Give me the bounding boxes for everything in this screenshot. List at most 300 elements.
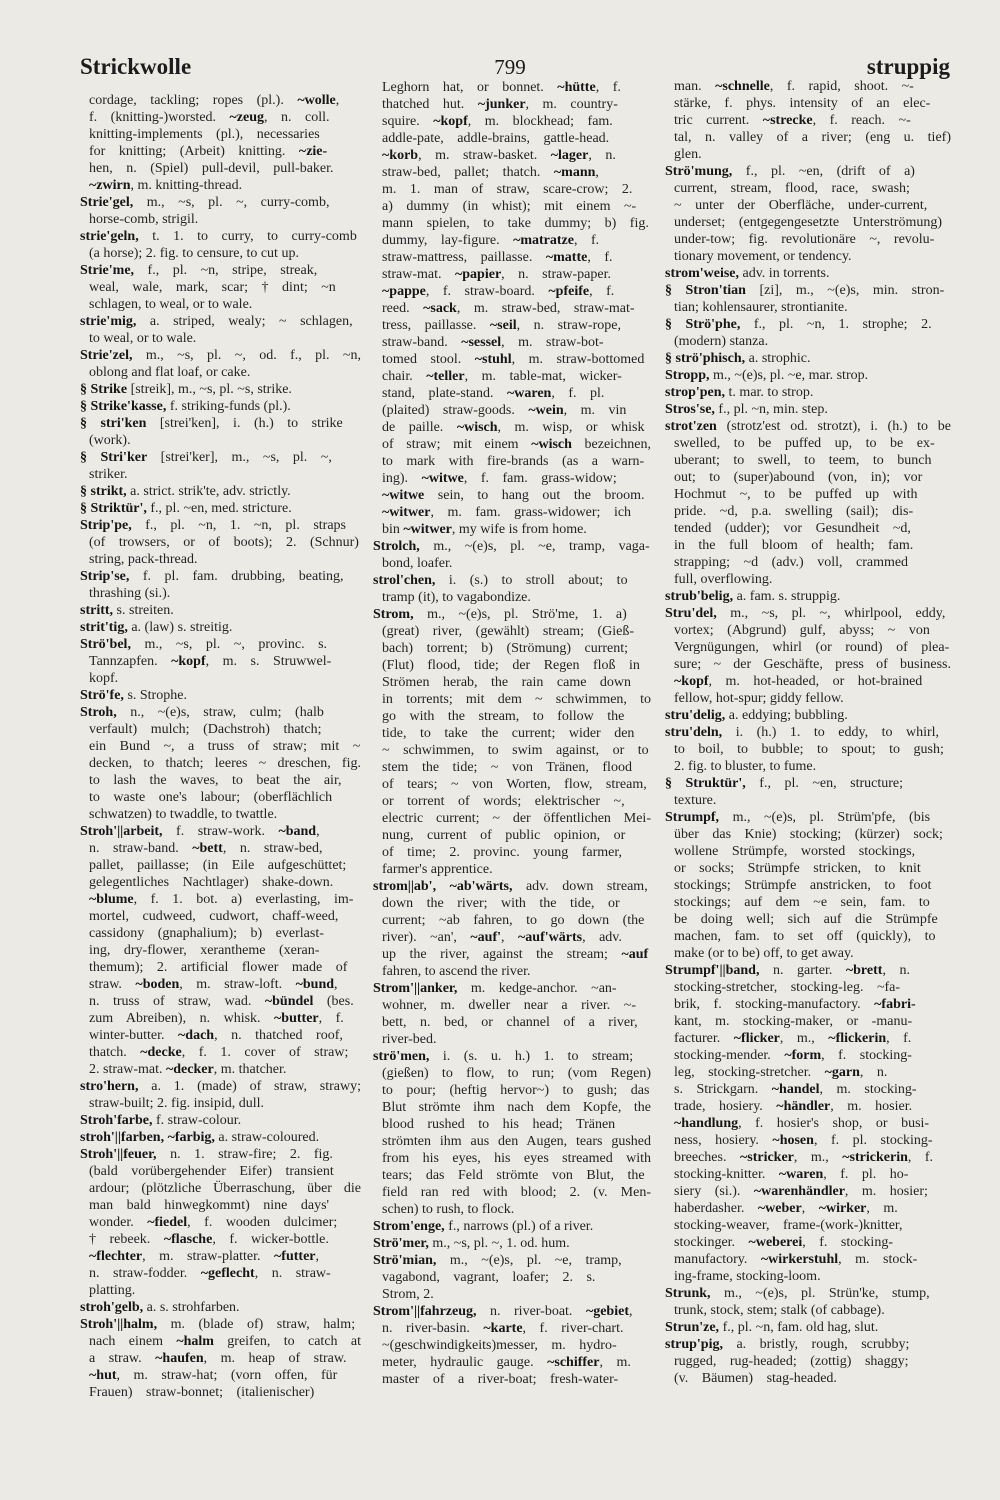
line-text bbox=[674, 1353, 909, 1370]
headword: strö'men, bbox=[373, 1049, 430, 1064]
definition-text: a straw. ~haufen, m. heap of straw. bbox=[89, 1351, 347, 1366]
headword: Stros'se, bbox=[665, 402, 715, 417]
line-text bbox=[674, 520, 911, 537]
definition-text: leg, stocking-stretcher. ~garn, n. bbox=[674, 1065, 888, 1080]
line-text bbox=[382, 368, 622, 385]
line-text bbox=[674, 537, 913, 554]
continuation-line bbox=[89, 1095, 361, 1112]
continuation-line bbox=[382, 776, 651, 793]
definition-text: f. (knitting-)worsted. ~zeug, n. coll. bbox=[89, 110, 330, 125]
definition-text: stand, plate-stand. ~waren, f. pl. bbox=[382, 386, 605, 401]
continuation-line bbox=[674, 1302, 951, 1319]
line-text bbox=[674, 435, 935, 452]
line-text bbox=[89, 1214, 337, 1231]
definition-text: stockings; auf dem ~e sein, fam. to bbox=[674, 895, 930, 910]
line-text bbox=[80, 500, 292, 517]
line-text bbox=[80, 602, 174, 619]
definition-text: vortex; (Abgrund) gulf, abyss; ~ von bbox=[674, 623, 930, 638]
definition-text: straw-mattress, paillasse. ~matte, f. bbox=[382, 250, 613, 265]
definition-text: tide, to take the current; wider den bbox=[382, 726, 635, 741]
definition-text: bach) torrent; b) (Strömung) current; bbox=[382, 641, 629, 656]
continuation-line bbox=[674, 1166, 951, 1183]
definition-text: t. mar. to strop. bbox=[725, 385, 814, 400]
line-text bbox=[674, 299, 848, 316]
continuation-line bbox=[382, 997, 651, 1014]
running-head-first-word: Strickwolle bbox=[80, 54, 192, 79]
definition-text: f., pl. ~en, med. stricture. bbox=[146, 501, 292, 516]
continuation-line bbox=[382, 1354, 651, 1371]
continuation-line bbox=[89, 925, 361, 942]
definition-text: thatch. ~decke, f. 1. cover of straw; bbox=[89, 1045, 349, 1060]
line-text bbox=[674, 1081, 917, 1098]
headword: Strun'ze, bbox=[665, 1320, 720, 1335]
line-text bbox=[674, 843, 915, 860]
definition-text: chair. ~teller, m. table-mat, wicker- bbox=[382, 369, 622, 384]
continuation-line bbox=[382, 1133, 651, 1150]
line-text bbox=[89, 1163, 334, 1180]
continuation-line bbox=[382, 317, 651, 334]
line-text bbox=[674, 486, 917, 503]
headword: § strö'phisch, bbox=[665, 351, 746, 366]
continuation-line bbox=[674, 1183, 951, 1200]
continuation-line bbox=[89, 109, 361, 126]
continuation-line bbox=[382, 453, 651, 470]
definition-text: of tears; ~ von Worten, flow, stream, bbox=[382, 777, 647, 792]
definition-text: a. eddying; bubbling. bbox=[725, 708, 848, 723]
line-text bbox=[382, 521, 587, 538]
line-text bbox=[382, 929, 622, 946]
definition-text: underset; (entgegengesetzte Unterströmung) bbox=[674, 215, 943, 230]
definition-text: field ran red with blood; 2. (v. Men- bbox=[382, 1185, 651, 1200]
entry-line bbox=[80, 228, 361, 245]
line-text bbox=[674, 1098, 912, 1115]
line-text bbox=[382, 300, 635, 317]
line-text bbox=[665, 1319, 878, 1336]
definition-text: a. bristly, rough, scrubby; bbox=[722, 1337, 910, 1352]
headword: Strolch, bbox=[373, 539, 420, 554]
line-text bbox=[89, 789, 332, 806]
line-text bbox=[674, 1047, 912, 1064]
line-text bbox=[674, 1149, 933, 1166]
continuation-line bbox=[89, 1248, 361, 1265]
definition-text: a. (law) s. streitig. bbox=[127, 620, 233, 635]
definition-text: for knitting; (Arbeit) knitting. ~zie- bbox=[89, 144, 328, 159]
continuation-line bbox=[674, 741, 951, 758]
headword: Stroh'||feuer, bbox=[80, 1147, 157, 1162]
line-text bbox=[382, 96, 618, 113]
continuation-line bbox=[89, 1197, 361, 1214]
definition-text: ~kopf, m. hot-headed, or hot-brained bbox=[674, 674, 923, 689]
line-text bbox=[382, 1337, 617, 1354]
line-text bbox=[665, 265, 829, 282]
line-text bbox=[382, 963, 531, 980]
line-text bbox=[665, 350, 810, 367]
headword: stro'hern, bbox=[80, 1079, 139, 1094]
continuation-line bbox=[382, 674, 651, 691]
continuation-line bbox=[89, 177, 361, 194]
line-text bbox=[89, 1095, 264, 1112]
line-text bbox=[382, 164, 599, 181]
continuation-line bbox=[382, 827, 651, 844]
continuation-line bbox=[382, 232, 651, 249]
line-text bbox=[674, 1183, 928, 1200]
definition-text: verfault) mulch; (Dachstroh) thatch; bbox=[89, 722, 322, 737]
definition-text: Strom, 2. bbox=[382, 1287, 434, 1302]
continuation-line bbox=[674, 860, 951, 877]
definition-text: stem the tide; ~ von Tränen, flood bbox=[382, 760, 632, 775]
headword: strol'chen, bbox=[373, 573, 436, 588]
line-text bbox=[89, 534, 359, 551]
continuation-line bbox=[382, 1201, 651, 1218]
definition-text: ing). ~witwe, f. fam. grass-widow; bbox=[382, 471, 617, 486]
entry-line bbox=[80, 483, 361, 500]
headword: Strom, bbox=[373, 607, 414, 622]
continuation-line bbox=[89, 942, 361, 959]
line-text bbox=[80, 619, 232, 636]
line-text bbox=[382, 1320, 623, 1337]
line-text bbox=[674, 911, 938, 928]
definition-text: thatched hut. ~junker, m. country- bbox=[382, 97, 618, 112]
line-text bbox=[89, 721, 322, 738]
line-text bbox=[373, 1303, 632, 1320]
definition-text: striker. bbox=[89, 467, 128, 482]
definition-text: decken, to thatch; leeres ~ dreschen, fig. bbox=[89, 756, 361, 771]
continuation-line bbox=[382, 130, 651, 147]
line-text bbox=[382, 1082, 649, 1099]
definition-text: [streik], m., ~s, pl. ~s, strike. bbox=[127, 382, 292, 397]
headword: Strö'mung, bbox=[665, 164, 733, 179]
headword: stroh'||farben, ~farbig, bbox=[80, 1130, 215, 1145]
continuation-line bbox=[89, 160, 361, 177]
continuation-line bbox=[674, 1064, 951, 1081]
entry-line bbox=[80, 415, 361, 432]
line-text bbox=[80, 398, 291, 415]
line-text bbox=[674, 860, 921, 877]
entry-line bbox=[80, 602, 361, 619]
definition-text: (of trowsers, or of boots); 2. (Schnur) bbox=[89, 535, 359, 550]
entry-line bbox=[80, 1078, 361, 1095]
definition-text: wollene Strümpfe, worsted stockings, bbox=[674, 844, 916, 859]
line-text bbox=[382, 1116, 615, 1133]
continuation-line bbox=[674, 1251, 951, 1268]
line-text bbox=[382, 385, 604, 402]
line-text bbox=[674, 1132, 933, 1149]
headword: § Strö'phe, bbox=[665, 317, 741, 332]
headword: § Stron'tian bbox=[665, 283, 746, 298]
line-text bbox=[674, 214, 942, 231]
entry-line bbox=[80, 1146, 361, 1163]
continuation-line bbox=[674, 1353, 951, 1370]
line-text bbox=[382, 1269, 595, 1286]
definition-text: siery (si.). ~warenhändler, m. hosier; bbox=[674, 1184, 928, 1199]
entry-line bbox=[80, 262, 361, 279]
entry-line bbox=[80, 381, 361, 398]
definition-text: tric current. ~strecke, f. reach. ~- bbox=[674, 113, 911, 128]
definition-text: a. striped, wealy; ~ schlagen, bbox=[136, 314, 353, 329]
definition-text: s. Strickgarn. ~handel, m. stocking- bbox=[674, 1082, 917, 1097]
line-text bbox=[89, 1384, 314, 1401]
definition-text: ing, dry-flower, xerantheme (xeran- bbox=[89, 943, 320, 958]
line-text bbox=[80, 687, 187, 704]
continuation-line bbox=[89, 1282, 361, 1299]
line-text bbox=[382, 1371, 618, 1388]
line-text bbox=[674, 469, 922, 486]
line-text bbox=[674, 741, 944, 758]
continuation-line bbox=[674, 758, 951, 775]
definition-text: string, pack-thread. bbox=[89, 552, 198, 567]
definition-text: f. striking-funds (pl.). bbox=[166, 399, 291, 414]
continuation-line bbox=[674, 1268, 951, 1285]
line-text bbox=[382, 810, 651, 827]
definition-text: f., pl. ~n, stripe, streak, bbox=[134, 263, 318, 278]
headword: Strö'bel, bbox=[80, 637, 131, 652]
definition-text: (modern) stanza. bbox=[674, 334, 769, 349]
entry-line bbox=[665, 809, 951, 826]
headword: Strie'gel, bbox=[80, 195, 134, 210]
entry-line bbox=[80, 449, 361, 466]
headword: strop'pen, bbox=[665, 385, 726, 400]
line-text bbox=[89, 211, 198, 228]
definition-text: blood rushed to his head; Tränen bbox=[382, 1117, 616, 1132]
line-text bbox=[382, 266, 611, 283]
definition-text: m., ~(e)s, pl. ~e, tramp, bbox=[436, 1253, 622, 1268]
continuation-line bbox=[382, 912, 651, 929]
definition-text: ~ schwimmen, to swim against, or to bbox=[382, 743, 649, 758]
definition-text: i. (h.) 1. to eddy, to whirl, bbox=[722, 725, 940, 740]
headword: Strö'fe, bbox=[80, 688, 124, 703]
continuation-line bbox=[382, 181, 651, 198]
continuation-line bbox=[382, 759, 651, 776]
continuation-line bbox=[89, 840, 361, 857]
definition-text: straw. ~boden, m. straw-loft. ~bund, bbox=[89, 977, 338, 992]
definition-text: m., ~s, pl. ~, curry-comb, bbox=[133, 195, 330, 210]
continuation-line bbox=[382, 555, 651, 572]
line-text bbox=[674, 1200, 898, 1217]
definition-text: oblong and flat loaf, or cake. bbox=[89, 365, 251, 380]
line-text bbox=[89, 1367, 337, 1384]
definition-text: n. 1. straw-fire; 2. fig. bbox=[156, 1147, 333, 1162]
continuation-line bbox=[674, 622, 951, 639]
definition-text: straw-mat. ~papier, n. straw-paper. bbox=[382, 267, 611, 282]
line-text bbox=[89, 551, 197, 568]
continuation-line bbox=[674, 1370, 951, 1387]
continuation-line bbox=[674, 826, 951, 843]
line-text bbox=[89, 1027, 343, 1044]
headword: Stropp, bbox=[665, 368, 710, 383]
definition-text: (great) river, (gewählt) stream; (Gieß- bbox=[382, 624, 635, 639]
definition-text: f., pl. ~n, 1. ~n, pl. straps bbox=[131, 518, 346, 533]
line-text bbox=[674, 1064, 887, 1081]
entry-line bbox=[373, 1235, 651, 1252]
line-text bbox=[89, 160, 334, 177]
line-text bbox=[674, 1166, 908, 1183]
definition-text: schwatzen) to twaddle, to twattle. bbox=[89, 807, 278, 822]
definition-text: of straw; mit einem ~wisch bezeichnen, bbox=[382, 437, 651, 452]
headword: strot'zen bbox=[665, 419, 717, 434]
line-text bbox=[674, 996, 916, 1013]
line-text bbox=[80, 313, 353, 330]
entry-line bbox=[373, 1303, 651, 1320]
definition-text: electric current; ~ der öffentlichen Mei- bbox=[382, 811, 651, 826]
line-text bbox=[674, 554, 908, 571]
line-text bbox=[382, 861, 493, 878]
definition-text: kopf. bbox=[89, 671, 119, 686]
line-text bbox=[674, 1030, 911, 1047]
continuation-line bbox=[382, 436, 651, 453]
continuation-line bbox=[89, 432, 361, 449]
continuation-line bbox=[382, 334, 651, 351]
definition-text: m. (blade of) straw, halm; bbox=[157, 1317, 356, 1332]
line-text bbox=[89, 279, 336, 296]
definition-text: ~zwirn, m. knitting-thread. bbox=[89, 178, 243, 193]
definition-text: uberant; to swell, to teem, to bunch bbox=[674, 453, 932, 468]
line-text bbox=[89, 364, 250, 381]
headword: strom'weise, bbox=[665, 266, 739, 281]
continuation-line bbox=[89, 891, 361, 908]
line-text bbox=[674, 1268, 821, 1285]
definition-text: ~witwer, m. fam. grass-widower; ich bbox=[382, 505, 632, 520]
definition-text: Frauen) straw-bonnet; (italienischer) bbox=[89, 1385, 315, 1400]
continuation-line bbox=[382, 1031, 651, 1048]
definition-text: a. fam. s. struppig. bbox=[733, 589, 841, 604]
continuation-line bbox=[89, 1265, 361, 1282]
definition-text: of time; 2. provinc. young farmer, bbox=[382, 845, 622, 860]
entry-line bbox=[80, 313, 361, 330]
continuation-line bbox=[674, 656, 951, 673]
continuation-line bbox=[382, 368, 651, 385]
line-text bbox=[373, 980, 617, 997]
definition-text: to pour; (heftig hervor~) to gush; das bbox=[382, 1083, 650, 1098]
line-text bbox=[382, 1099, 651, 1116]
definition-text: m. 1. man of straw, scare-crow; 2. bbox=[382, 182, 633, 197]
entry-line bbox=[373, 980, 651, 997]
definition-text: brik, f. stocking-manufactory. ~fabri- bbox=[674, 997, 916, 1012]
definition-text: f., pl. ~en, (drift of a) bbox=[732, 164, 915, 179]
continuation-line bbox=[382, 215, 651, 232]
line-text bbox=[382, 215, 649, 232]
definition-text: de paille. ~wisch, m. wisp, or whisk bbox=[382, 420, 645, 435]
continuation-line bbox=[382, 589, 651, 606]
entry-line bbox=[80, 1316, 361, 1333]
entry-line bbox=[373, 572, 651, 589]
line-text bbox=[674, 1251, 917, 1268]
line-text bbox=[665, 282, 944, 299]
continuation-line bbox=[382, 1269, 651, 1286]
continuation-line bbox=[674, 928, 951, 945]
definition-text: hen, n. (Spiel) pull-devil, pull-baker. bbox=[89, 161, 334, 176]
line-text bbox=[382, 1150, 651, 1167]
line-text bbox=[674, 333, 768, 350]
continuation-line bbox=[382, 623, 651, 640]
headword: Strumpf, bbox=[665, 810, 720, 825]
entry-line bbox=[665, 282, 951, 299]
definition-text: fellow, hot-spur; giddy fellow. bbox=[674, 691, 844, 706]
continuation-line bbox=[89, 1027, 361, 1044]
line-text bbox=[382, 147, 616, 164]
line-text bbox=[80, 1316, 355, 1333]
definition-text: ~witwe sein, to hang out the broom. bbox=[382, 488, 645, 503]
line-text bbox=[665, 962, 910, 979]
line-text bbox=[89, 126, 320, 143]
line-text bbox=[80, 1129, 319, 1146]
line-text bbox=[89, 653, 331, 670]
continuation-line bbox=[89, 653, 361, 670]
line-text bbox=[674, 979, 900, 996]
continuation-line bbox=[674, 486, 951, 503]
definition-text: from his eyes, his eyes streamed with bbox=[382, 1151, 652, 1166]
continuation-line bbox=[382, 521, 651, 538]
continuation-line bbox=[89, 364, 361, 381]
continuation-line bbox=[382, 844, 651, 861]
headword: strit'tig, bbox=[80, 620, 128, 635]
definition-text: cassidony (gnaphalium); b) everlast- bbox=[89, 926, 324, 941]
line-text bbox=[89, 1180, 361, 1197]
definition-text: n. straw-fodder. ~geflecht, n. straw- bbox=[89, 1266, 331, 1281]
definition-text: ~(geschwindigkeits)messer, m. hydro- bbox=[382, 1338, 617, 1353]
line-text bbox=[382, 113, 613, 130]
continuation-line bbox=[674, 469, 951, 486]
continuation-line bbox=[89, 1367, 361, 1384]
line-text bbox=[89, 1282, 135, 1299]
definition-text: f. pl. fam. drubbing, beating, bbox=[129, 569, 344, 584]
continuation-line bbox=[382, 793, 651, 810]
definition-text: pride. ~d, p.a. swelling (sail); dis- bbox=[674, 504, 914, 519]
entry-line bbox=[80, 704, 361, 721]
entry-line bbox=[80, 568, 361, 585]
definition-text: (bald vorübergehender Eifer) transient bbox=[89, 1164, 334, 1179]
definition-text: straw-band. ~sessel, m. straw-bot- bbox=[382, 335, 604, 350]
line-text bbox=[674, 95, 930, 112]
line-text bbox=[674, 894, 930, 911]
line-text bbox=[674, 622, 930, 639]
line-text bbox=[382, 419, 645, 436]
line-text bbox=[89, 874, 333, 891]
line-text bbox=[674, 656, 951, 673]
definition-text: river). ~an', ~auf', ~auf'wärts, adv. bbox=[382, 930, 622, 945]
definition-text: wonder. ~fiedel, f. wooden dulcimer; bbox=[89, 1215, 338, 1230]
headword: Strom'||fahrzeug, bbox=[373, 1304, 477, 1319]
line-text bbox=[382, 742, 649, 759]
headword: § strikt, bbox=[80, 484, 127, 499]
line-text bbox=[89, 296, 252, 313]
definition-text: m., ~(e)s, pl. Strö'me, 1. a) bbox=[413, 607, 627, 622]
entry-line bbox=[80, 1299, 361, 1316]
line-text bbox=[665, 384, 813, 401]
continuation-line bbox=[89, 1214, 361, 1231]
definition-text: über das Knie) stocking; (kürzer) sock; bbox=[674, 827, 943, 842]
line-text bbox=[382, 555, 452, 572]
headword: Strö'mer, bbox=[373, 1236, 429, 1251]
headword: Strumpf'||band, bbox=[665, 963, 760, 978]
line-text bbox=[80, 1112, 241, 1129]
entry-line bbox=[665, 418, 951, 435]
line-text bbox=[382, 453, 644, 470]
continuation-line bbox=[674, 639, 951, 656]
line-text bbox=[382, 759, 632, 776]
line-text bbox=[382, 283, 614, 300]
definition-text: in torrents; mit dem ~ schwimmen, to bbox=[382, 692, 652, 707]
definition-text: dummy, lay-figure. ~matratze, f. bbox=[382, 233, 600, 248]
definition-text: f., pl. ~n, min. step. bbox=[714, 402, 828, 417]
headword: Strom'enge, bbox=[373, 1219, 445, 1234]
headword: strub'belig, bbox=[665, 589, 734, 604]
definition-text: tian; kohlensaurer, strontianite. bbox=[674, 300, 848, 315]
line-text bbox=[382, 640, 628, 657]
line-text bbox=[382, 198, 636, 215]
headword: stritt, bbox=[80, 603, 114, 618]
continuation-line bbox=[674, 945, 951, 962]
continuation-line bbox=[89, 908, 361, 925]
